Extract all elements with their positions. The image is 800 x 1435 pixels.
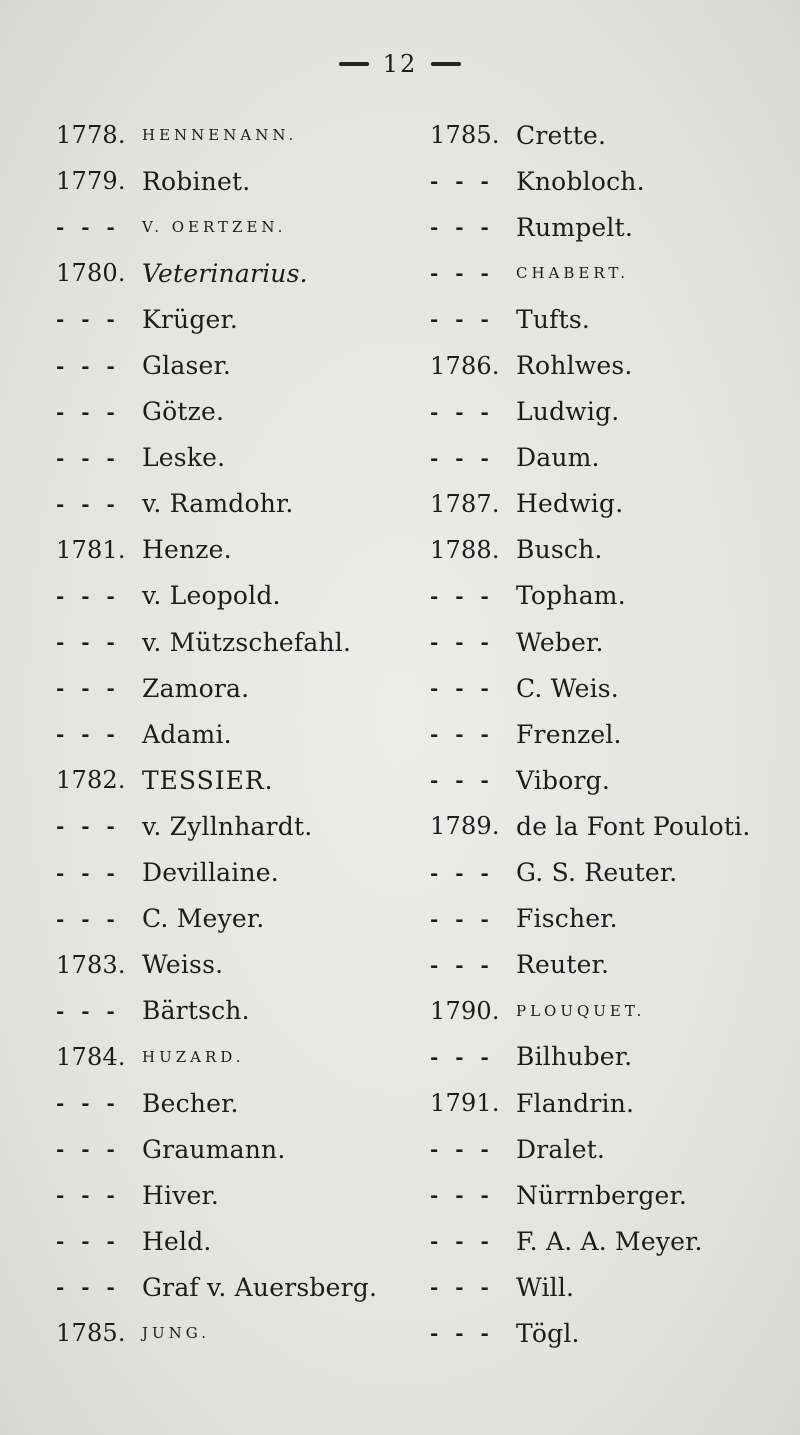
ditto-mark: - - - (430, 768, 494, 793)
person-name: PLOUQUET. (516, 1001, 646, 1020)
list-entry (56, 112, 411, 158)
person-name: v. Leopold. (142, 581, 281, 611)
person-name: Viborg. (516, 765, 610, 795)
list-entry (56, 250, 411, 296)
ditto-mark: - - - (430, 906, 494, 931)
page-header (0, 44, 800, 84)
person-name: CHABERT. (516, 264, 629, 283)
ditto-mark: - - - (56, 722, 120, 747)
year-label: 1778. (56, 121, 126, 150)
person-name: Hedwig. (516, 489, 624, 519)
person-name: Frenzel. (516, 719, 622, 749)
ditto-mark: - - - (430, 1275, 494, 1300)
list-entry (56, 573, 411, 619)
person-name: Veterinarius. (142, 258, 308, 288)
person-name: V. OERTZEN. (142, 218, 287, 237)
list-entry (430, 850, 770, 896)
person-name: TESSIER. (142, 765, 274, 795)
list-entry (430, 1218, 770, 1264)
person-name: Devillaine. (142, 858, 279, 888)
year-label: 1780. (56, 259, 126, 288)
list-entry (430, 158, 770, 204)
ditto-mark: - - - (430, 722, 494, 747)
list-entry (430, 1080, 770, 1126)
person-name: Henze. (142, 535, 232, 565)
list-entry (430, 803, 770, 849)
list-entry (430, 711, 770, 757)
ditto-mark: - - - (430, 169, 494, 194)
list-entry (56, 988, 411, 1034)
year-label: 1785. (430, 121, 500, 150)
ditto-mark: - - - (430, 1044, 494, 1069)
list-entry (430, 389, 770, 435)
person-name: de la Font Pouloti. (516, 811, 751, 841)
list-entry (56, 1310, 411, 1356)
list-entry (430, 250, 770, 296)
list-entry (56, 158, 411, 204)
person-name: v. Ramdohr. (142, 489, 294, 519)
list-entry (56, 942, 411, 988)
year-label: 1785. (56, 1319, 126, 1348)
ditto-mark: - - - (430, 860, 494, 885)
list-entry (56, 896, 411, 942)
list-entry (430, 1310, 770, 1356)
person-name: Bilhuber. (516, 1042, 633, 1072)
list-entry (56, 665, 411, 711)
person-name: C. Meyer. (142, 904, 265, 934)
person-name: Graf v. Auersberg. (142, 1272, 378, 1302)
person-name: Zamora. (142, 673, 250, 703)
year-label: 1791. (430, 1089, 500, 1118)
ditto-mark: - - - (430, 1229, 494, 1254)
person-name: JUNG. (142, 1324, 210, 1343)
list-entry (56, 204, 411, 250)
list-entry (56, 435, 411, 481)
person-name: Crette. (516, 120, 607, 150)
ditto-mark: - - - (430, 307, 494, 332)
list-entry (430, 988, 770, 1034)
list-entry (56, 296, 411, 342)
ditto-mark: - - - (56, 1229, 120, 1254)
list-entry (430, 112, 770, 158)
person-name: Hiver. (142, 1180, 220, 1210)
list-entry (56, 711, 411, 757)
ditto-mark: - - - (56, 353, 120, 378)
ditto-mark: - - - (430, 215, 494, 240)
list-entry (430, 1172, 770, 1218)
list-entry (56, 850, 411, 896)
year-label: 1784. (56, 1042, 126, 1071)
year-label: 1782. (56, 766, 126, 795)
ditto-mark: - - - (56, 583, 120, 608)
list-entry (56, 1080, 411, 1126)
ditto-mark: - - - (56, 215, 120, 240)
ditto-mark: - - - (430, 261, 494, 286)
ditto-mark: - - - (56, 1183, 120, 1208)
person-name: Krüger. (142, 304, 239, 334)
ditto-mark: - - - (56, 445, 120, 470)
list-entry (430, 204, 770, 250)
year-label: 1779. (56, 167, 126, 196)
ditto-mark: - - - (430, 445, 494, 470)
person-name: F. A. A. Meyer. (516, 1226, 703, 1256)
ditto-mark: - - - (56, 491, 120, 516)
list-entry (56, 1126, 411, 1172)
person-name: C. Weis. (516, 673, 619, 703)
list-entry (56, 389, 411, 435)
person-name: Glaser. (142, 351, 232, 381)
year-label: 1788. (430, 535, 500, 564)
person-name: Topham. (516, 581, 626, 611)
person-name: Adami. (142, 719, 232, 749)
list-entry (56, 803, 411, 849)
header-dash-left (339, 62, 369, 66)
person-name: Nürrnberger. (516, 1180, 688, 1210)
year-label: 1790. (430, 996, 500, 1025)
person-name: Tögl. (516, 1318, 580, 1348)
person-name: Dralet. (516, 1134, 606, 1164)
person-name: Reuter. (516, 950, 610, 980)
person-name: Rohlwes. (516, 351, 633, 381)
ditto-mark: - - - (430, 952, 494, 977)
person-name: G. S. Reuter. (516, 858, 678, 888)
ditto-mark: - - - (56, 814, 120, 839)
list-entry (430, 342, 770, 388)
list-entry (56, 1218, 411, 1264)
list-entry (56, 1172, 411, 1218)
person-name: Weiss. (142, 950, 224, 980)
list-entry (56, 342, 411, 388)
list-entry (430, 1126, 770, 1172)
person-name: Will. (516, 1272, 575, 1302)
ditto-mark: - - - (430, 630, 494, 655)
year-label: 1783. (56, 950, 126, 979)
ditto-mark: - - - (430, 399, 494, 424)
ditto-mark: - - - (430, 1137, 494, 1162)
person-name: Leske. (142, 443, 226, 473)
list-entry (56, 1264, 411, 1310)
list-entry (56, 757, 411, 803)
ditto-mark: - - - (56, 676, 120, 701)
list-entry (430, 527, 770, 573)
list-entry (430, 757, 770, 803)
ditto-mark: - - - (56, 399, 120, 424)
ditto-mark: - - - (56, 1137, 120, 1162)
person-name: Bärtsch. (142, 996, 250, 1026)
list-entry (430, 1264, 770, 1310)
ditto-mark: - - - (56, 1275, 120, 1300)
list-entry (56, 481, 411, 527)
ditto-mark: - - - (56, 906, 120, 931)
person-name: Rumpelt. (516, 212, 634, 242)
right-column (430, 112, 770, 1357)
ditto-mark: - - - (56, 860, 120, 885)
list-entry (56, 619, 411, 665)
list-entry (56, 1034, 411, 1080)
person-name: Robinet. (142, 166, 251, 196)
person-name: Daum. (516, 443, 600, 473)
list-entry (56, 527, 411, 573)
page-number: 12 (382, 50, 418, 78)
ditto-mark: - - - (56, 998, 120, 1023)
left-column (56, 112, 411, 1357)
list-entry (430, 619, 770, 665)
ditto-mark: - - - (430, 676, 494, 701)
person-name: Weber. (516, 627, 604, 657)
list-entry (430, 435, 770, 481)
person-name: Götze. (142, 397, 225, 427)
year-label: 1789. (430, 812, 500, 841)
header-dash-right (431, 62, 461, 66)
ditto-mark: - - - (56, 307, 120, 332)
person-name: Ludwig. (516, 397, 620, 427)
person-name: Fischer. (516, 904, 618, 934)
ditto-mark: - - - (430, 1321, 494, 1346)
person-name: Held. (142, 1226, 212, 1256)
ditto-mark: - - - (430, 1183, 494, 1208)
person-name: Graumann. (142, 1134, 286, 1164)
year-label: 1786. (430, 351, 500, 380)
year-label: 1787. (430, 489, 500, 518)
list-entry (430, 573, 770, 619)
person-name: Tufts. (516, 304, 591, 334)
person-name: v. Mützschefahl. (142, 627, 352, 657)
year-label: 1781. (56, 535, 126, 564)
ditto-mark: - - - (430, 583, 494, 608)
list-entry (430, 1034, 770, 1080)
list-entry (430, 896, 770, 942)
list-entry (430, 296, 770, 342)
ditto-mark: - - - (56, 1091, 120, 1116)
person-name: Becher. (142, 1088, 239, 1118)
person-name: Flandrin. (516, 1088, 635, 1118)
person-name: HUZARD. (142, 1047, 245, 1066)
person-name: Knobloch. (516, 166, 645, 196)
ditto-mark: - - - (56, 630, 120, 655)
list-entry (430, 942, 770, 988)
person-name: Busch. (516, 535, 603, 565)
person-name: HENNENANN. (142, 126, 298, 145)
person-name: v. Zyllnhardt. (142, 811, 313, 841)
list-entry (430, 481, 770, 527)
list-entry (430, 665, 770, 711)
